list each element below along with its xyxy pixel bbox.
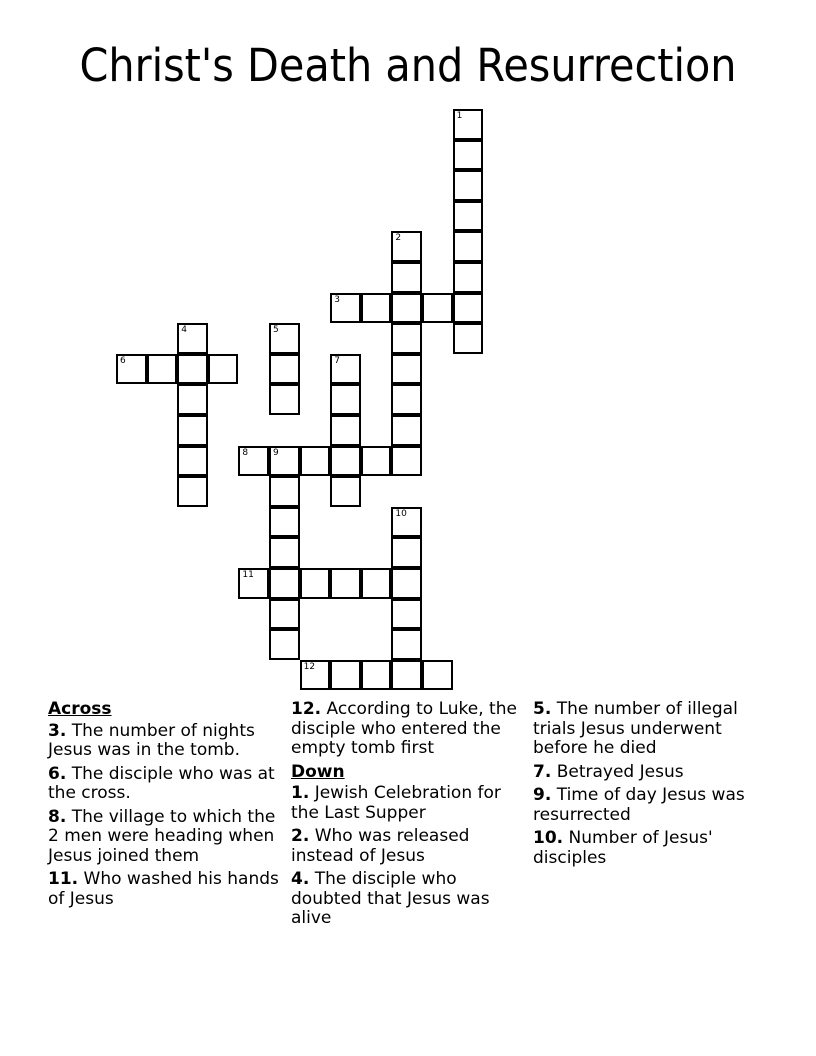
grid-cell[interactable] [391, 446, 422, 477]
grid-cell[interactable] [391, 384, 422, 415]
clue-number: 8. [48, 806, 67, 827]
grid-cell[interactable] [361, 660, 392, 691]
grid-cell[interactable] [422, 293, 453, 324]
clue-number: 12. [291, 699, 322, 719]
grid-cell[interactable] [453, 201, 484, 232]
cell-number: 9 [273, 447, 279, 458]
grid-cell[interactable] [177, 476, 208, 507]
grid-cell[interactable] [269, 446, 300, 477]
down-heading: Down [291, 761, 345, 782]
grid-cell[interactable] [177, 384, 208, 415]
clue-down-7 [533, 763, 768, 783]
cell-number: 1 [456, 111, 463, 121]
grid-cell[interactable] [391, 231, 422, 262]
clue-down-5 [533, 700, 768, 759]
across-heading: Across [48, 699, 112, 719]
cell-number: 4 [181, 325, 187, 336]
cell-number: 8 [242, 447, 249, 458]
cell-number: 2 [395, 233, 402, 244]
clue-number: 5. [533, 699, 552, 719]
page-title: Christ's Death and Resurrection [79, 39, 737, 92]
grid-cell[interactable] [391, 293, 422, 324]
clue-across-6 [48, 765, 283, 804]
grid-cell[interactable] [453, 323, 484, 354]
grid-cell[interactable] [422, 660, 453, 691]
grid-cell[interactable] [238, 568, 269, 599]
clue-text: The disciple who doubted that Jesus was alive [291, 869, 490, 928]
clue-number: 3. [48, 720, 67, 741]
grid-cell[interactable] [453, 231, 484, 262]
clue-number: 10. [533, 828, 564, 848]
grid-cell[interactable] [391, 537, 422, 568]
grid-cell[interactable] [300, 568, 331, 599]
cell-number: 3 [334, 294, 340, 305]
grid-cell[interactable] [391, 323, 422, 354]
clue-number: 11. [48, 869, 79, 889]
clue-across-12 [291, 700, 526, 759]
grid-cell[interactable] [238, 446, 269, 477]
clue-down-1 [291, 784, 526, 823]
grid-cell[interactable] [391, 507, 422, 538]
grid-cell[interactable] [330, 660, 361, 691]
clue-number: 7. [533, 761, 552, 782]
grid-cell[interactable] [391, 629, 422, 660]
grid-cell[interactable] [391, 568, 422, 599]
clues-column-1 [48, 700, 283, 913]
grid-cell[interactable] [269, 476, 300, 507]
clue-down-4 [291, 870, 526, 929]
grid-cell[interactable] [453, 262, 484, 293]
clue-text: Who was released instead of Jesus [291, 826, 470, 866]
grid-cell[interactable] [269, 384, 300, 415]
grid-cell[interactable] [361, 446, 392, 477]
grid-cell[interactable] [361, 293, 392, 324]
cell-number: 12 [303, 661, 316, 672]
clue-text: The number of illegal trials Jesus underwent before he died [533, 699, 738, 758]
clue-across-11 [48, 870, 283, 909]
grid-cell[interactable] [177, 415, 208, 446]
grid-cell[interactable] [269, 599, 300, 630]
clue-text: Time of day Jesus was resurrected [533, 785, 745, 825]
cell-number: 5 [273, 325, 279, 336]
grid-cell[interactable] [330, 384, 361, 415]
clue-down-9 [533, 786, 768, 825]
grid-cell[interactable] [300, 446, 331, 477]
clues-column-3 [533, 700, 768, 872]
cell-number: 6 [120, 355, 126, 366]
grid-cell[interactable] [269, 537, 300, 568]
clue-number: 1. [291, 783, 310, 803]
grid-cell[interactable] [330, 568, 361, 599]
clue-number: 4. [291, 869, 310, 889]
grid-cell[interactable] [391, 415, 422, 446]
grid-cell[interactable] [269, 568, 300, 599]
grid-cell[interactable] [391, 599, 422, 630]
clue-text: The number of nights Jesus was in the tomb. [48, 720, 255, 760]
grid-cell[interactable] [177, 323, 208, 354]
clue-text: Who washed his hands of Jesus [48, 869, 279, 909]
clue-number: 9. [533, 785, 552, 805]
grid-cell[interactable] [391, 660, 422, 691]
grid-cell[interactable] [269, 323, 300, 354]
clues-column-2 [291, 700, 526, 933]
grid-cell[interactable] [391, 262, 422, 293]
grid-cell[interactable] [177, 446, 208, 477]
grid-cell[interactable] [269, 354, 300, 385]
grid-cell[interactable] [330, 293, 361, 324]
clue-across-8 [48, 808, 283, 867]
grid-cell[interactable] [453, 170, 484, 201]
clue-text: According to Luke, the disciple who entered the empty tomb first [291, 699, 517, 758]
grid-cell[interactable] [330, 415, 361, 446]
grid-cell[interactable] [300, 660, 331, 691]
clue-text: The disciple who was at the cross. [48, 763, 275, 803]
grid-cell[interactable] [177, 354, 208, 385]
grid-cell[interactable] [330, 446, 361, 477]
clue-text: Jewish Celebration for the Last Supper [291, 783, 501, 823]
clue-text: Number of Jesus' disciples [533, 828, 713, 868]
clue-across-3 [48, 722, 283, 761]
grid-cell[interactable] [269, 629, 300, 660]
clue-text: Betrayed Jesus [556, 761, 684, 782]
clue-number: 2. [291, 826, 310, 846]
cell-number: 10 [395, 508, 407, 519]
grid-cell[interactable] [361, 568, 392, 599]
grid-cell[interactable] [330, 354, 361, 385]
grid-cell[interactable] [453, 140, 484, 171]
clue-number: 6. [48, 763, 67, 784]
cell-number: 7 [334, 355, 340, 366]
grid-cell[interactable] [391, 354, 422, 385]
grid-cell[interactable] [330, 476, 361, 507]
cell-number: 11 [242, 570, 254, 580]
grid-cell[interactable] [147, 354, 178, 385]
grid-cell[interactable] [269, 507, 300, 538]
grid-cell[interactable] [208, 354, 239, 385]
grid-cell[interactable] [453, 293, 484, 324]
clue-text: The village to which the 2 men were heading when Jesus joined them [48, 806, 276, 866]
grid-cell[interactable] [453, 109, 484, 140]
grid-cell[interactable] [116, 354, 147, 385]
clue-down-2 [291, 827, 526, 866]
clue-down-10 [533, 829, 768, 868]
